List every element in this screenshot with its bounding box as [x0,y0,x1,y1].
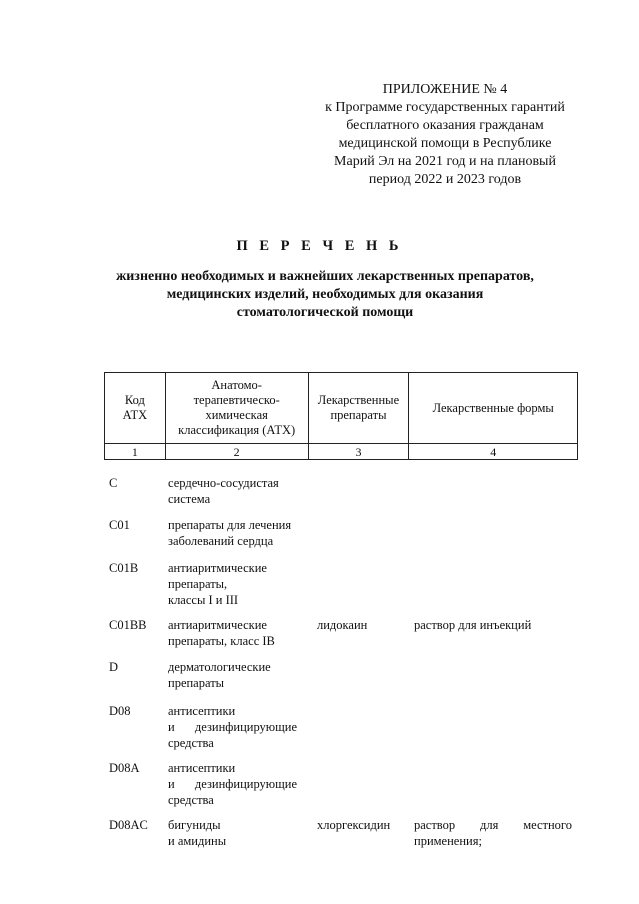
word: и [168,720,175,734]
appendix-line: бесплатного оказания гражданам [346,118,544,133]
appendix-line: Марий Эл на 2021 год и на плановый [334,154,556,169]
appendix-line: период 2022 и 2023 годов [368,172,522,187]
classification-line: средства [168,736,214,750]
header-text: классификация (АТХ) [178,423,296,437]
classification-line: заболеваний сердца [168,534,274,548]
dosage-form-line [414,817,572,833]
appendix-line: ПРИЛОЖЕНИЕ № 4 [382,82,508,97]
subtitle-line: стоматологической помощи [236,305,414,320]
atc-code: D08A [109,761,140,775]
column-number: 4 [409,444,578,460]
atc-code: D08 [109,704,131,718]
drug-name: хлоргексидин [317,818,391,832]
header-text: Анатомо- [211,378,262,392]
document-title: П Е Р Е Ч Е Н Ь [236,238,403,254]
atc-code: C [109,476,118,490]
header-text: Лекарственные формы [432,400,554,415]
classification [168,475,303,507]
drug-name: лидокаин [317,618,368,632]
classification-line: сердечно-сосудистая [168,476,279,490]
atc-code: C01 [109,518,130,532]
classification-line: препараты, [168,577,228,591]
header-text: терапевтическо- [193,393,280,407]
dosage-form-line: раствор для инъекций [414,618,532,632]
classification-line: бигуниды [168,818,221,832]
classification-line: и амидины [168,834,227,848]
classification-line: дерматологические [168,660,271,674]
classification-line [168,776,297,792]
classification-line: препараты, класс IB [168,634,275,648]
appendix-line: медицинской помощи в Республике [338,136,552,151]
classification [168,659,303,691]
column-number: 3 [308,444,409,460]
classification [168,560,303,608]
appendix-line: к Программе государственных гарантий [325,100,565,115]
classification [168,617,303,649]
header-text: препараты [330,408,387,422]
header-text: Лекарственные [317,393,400,407]
word: дезинфицирующие [194,777,297,791]
word: раствор [414,818,456,832]
header-text: АТХ [122,408,148,422]
subtitle-line: медицинских изделий, необходимых для оказания [166,287,484,302]
atc-code: C01B [109,561,139,575]
classification-line: система [168,492,211,506]
classification-line: антиаритмические [168,618,267,632]
word: дезинфицирующие [194,720,297,734]
classification-line: препараты для лечения [168,518,292,532]
dosage-form-line: применения; [414,834,482,848]
header-text: химическая [205,408,268,422]
header-text: Код [124,393,145,407]
atc-code: C01BB [109,618,147,632]
classification-line: классы I и III [168,593,239,607]
classification [168,517,303,549]
atc-code: D [109,660,119,674]
subtitle-line: жизненно необходимых и важнейших лекарственных препаратов, [116,269,534,284]
atc-code: D08AC [109,818,148,832]
classification-line: антисептики [168,704,236,718]
classification-line [168,719,297,735]
dosage-form [414,617,572,633]
dosage-form [414,817,572,849]
classification-line: антисептики [168,761,236,775]
classification-line: препараты [168,676,225,690]
word: для [479,818,499,832]
classification-line: средства [168,793,214,807]
column-number: 2 [165,444,308,460]
classification [168,817,303,849]
classification-line: антиаритмические [168,561,267,575]
classification [168,703,303,751]
word: местного [523,818,572,832]
column-number: 1 [105,444,166,460]
classification [168,760,303,808]
word: и [168,777,175,791]
